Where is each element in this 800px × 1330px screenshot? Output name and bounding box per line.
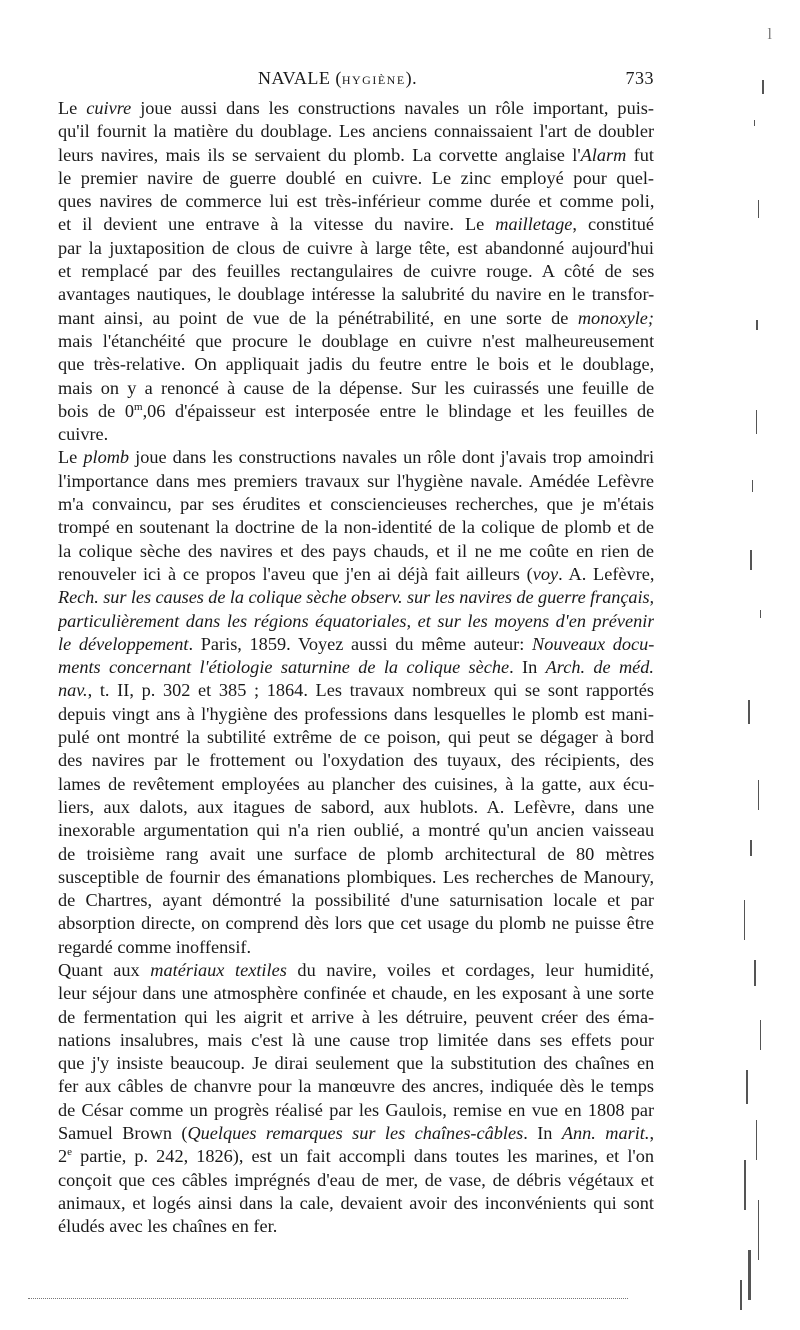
scan-mark bbox=[750, 550, 752, 570]
scan-margin-marks bbox=[740, 80, 780, 1310]
text-line bbox=[58, 353, 654, 376]
text-run: la colique sèche des navires et des pays chauds, et il ne me coûte en rien de bbox=[58, 540, 654, 561]
text-run: trompé en soutenant la doctrine de la non-identité de la colique de plomb et de bbox=[58, 517, 654, 538]
italic-run: Rech. sur les causes de la colique sèche observ. sur les navires de guerre français, bbox=[58, 587, 654, 608]
text-run: du navire, voiles et cordages, leur humidité, bbox=[286, 959, 654, 980]
text-line bbox=[58, 563, 654, 586]
text-run: 2 bbox=[58, 1146, 68, 1167]
text-line bbox=[58, 423, 654, 446]
text-line bbox=[58, 679, 654, 702]
text-run: le premier navire de guerre doublé en cuivre. Le zinc employé pour quel- bbox=[58, 167, 654, 188]
text-run: liers, aux dalots, aux itagues de sabord, aux hublots. A. Lefèvre, dans une bbox=[58, 796, 654, 817]
text-run: Samuel Brown ( bbox=[58, 1123, 188, 1144]
text-run: Le bbox=[58, 447, 84, 468]
scan-mark bbox=[752, 480, 753, 492]
text-line bbox=[58, 237, 654, 260]
text-run: mais on y a renoncé à cause de la dépense. Sur les cuirassés une feuille de bbox=[58, 377, 654, 398]
text-line bbox=[58, 959, 654, 982]
title-smallcaps: HYGIÈNE bbox=[341, 73, 406, 87]
italic-run: le développement bbox=[58, 633, 189, 654]
text-run: joue aussi dans les constructions navales un rôle important, puis- bbox=[131, 98, 654, 118]
scan-mark bbox=[744, 1160, 746, 1210]
superscript: e bbox=[67, 1146, 73, 1159]
text-run: inexorable argumentation qui n'a rien oublié, a montré qu'un ancien vaisseau bbox=[58, 820, 654, 841]
text-run: que j'y insiste beaucoup. Je dirai seulement que la substitution des chaînes en bbox=[58, 1053, 654, 1074]
title-end: ). bbox=[405, 68, 418, 88]
paragraph bbox=[58, 446, 654, 959]
text-line bbox=[58, 586, 654, 609]
text-run: Quant aux bbox=[58, 959, 151, 980]
text-run: ques navires de commerce lui est très-inférieur comme durée et comme poli, bbox=[58, 191, 654, 212]
text-line bbox=[58, 97, 654, 120]
text-run: nations insalubres, mais c'est là une cause trop limitée dans ses effets pour bbox=[58, 1029, 654, 1050]
text-line bbox=[58, 866, 654, 889]
text-run: regardé comme inoffensif. bbox=[58, 936, 252, 957]
text-line bbox=[58, 1192, 654, 1215]
text-run: de Chartres, ayant démontré la possibilité d'une saturnisation locale et par bbox=[58, 890, 654, 911]
text-line bbox=[58, 936, 654, 959]
text-line bbox=[58, 120, 654, 143]
text-line bbox=[58, 377, 654, 400]
superscript: m bbox=[134, 400, 143, 413]
scan-mark bbox=[748, 700, 750, 724]
italic-run: matériaux textiles bbox=[150, 959, 287, 980]
scan-footer-dots bbox=[28, 1298, 628, 1301]
scan-mark bbox=[762, 80, 764, 94]
italic-run: ments concernant l'étiologie saturnine de la colique sèche bbox=[58, 657, 510, 678]
text-run: . In bbox=[523, 1123, 562, 1144]
title-main: NAVALE ( bbox=[258, 68, 342, 88]
text-line bbox=[58, 1122, 654, 1145]
text-line bbox=[58, 1029, 654, 1052]
text-line bbox=[58, 610, 654, 633]
text-run: . Paris, 1859. Voyez aussi du même auteur: bbox=[188, 633, 532, 654]
text-run: de troisième rang avait une surface de plomb architectural de 80 mètres bbox=[58, 843, 654, 864]
paragraph bbox=[58, 959, 654, 1239]
italic-run: voy bbox=[532, 563, 559, 584]
text-line bbox=[58, 144, 654, 167]
text-run: , bbox=[649, 1123, 654, 1144]
text-run: absorption directe, on comprend dès lors que cet usage du plomb ne puisse être bbox=[58, 913, 654, 934]
text-line bbox=[58, 819, 654, 842]
running-header bbox=[58, 68, 654, 94]
text-run: m'a convaincu, par ses érudites et consciencieuses recherches, que je m'étais bbox=[58, 494, 654, 515]
text-line bbox=[58, 283, 654, 306]
text-line bbox=[58, 749, 654, 772]
scan-mark bbox=[750, 840, 752, 856]
scan-mark bbox=[748, 1250, 751, 1300]
text-line bbox=[58, 1215, 654, 1238]
text-run: de César comme un progrès réalisé par les Gaulois, remise en vue en 1808 par bbox=[58, 1099, 654, 1120]
text-run: de fermentation qui les aigrit et arrive à les détruire, peuvent créer des éma- bbox=[58, 1006, 654, 1027]
text-run: lames de revêtement employées au plancher des cuisines, à la gatte, aux écu- bbox=[58, 773, 654, 794]
scan-mark bbox=[754, 960, 756, 986]
text-line bbox=[58, 633, 654, 656]
text-run: mais l'étanchéité que procure le doublage en cuivre n'est malheureusement bbox=[58, 330, 654, 351]
text-run: mant ainsi, au point de vue de la pénétrabilité, en une sorte de bbox=[58, 307, 578, 328]
text-run: . A. Lefèvre, bbox=[558, 563, 654, 584]
running-title bbox=[258, 68, 417, 89]
text-line bbox=[58, 540, 654, 563]
text-line bbox=[58, 330, 654, 353]
italic-run: Ann. marit. bbox=[561, 1123, 650, 1144]
text-run: depuis vingt ans à l'hygiène des professions dans lesquelles le plomb est mani- bbox=[58, 703, 654, 724]
text-run: , constitué bbox=[572, 214, 654, 235]
text-line bbox=[58, 1006, 654, 1029]
scan-mark bbox=[754, 120, 755, 126]
text-run: partie, p. 242, 1826), est un fait accompli dans toutes les marines, et l'on bbox=[72, 1146, 654, 1167]
text-run: par la juxtaposition de clous de cuivre à large tête, est abandonné aujourd'hui bbox=[58, 237, 654, 258]
text-line bbox=[58, 1052, 654, 1075]
text-line bbox=[58, 773, 654, 796]
text-line bbox=[58, 1169, 654, 1192]
text-line bbox=[58, 726, 654, 749]
italic-run: plomb bbox=[83, 447, 130, 468]
page-body bbox=[58, 97, 654, 1239]
text-run: avantages nautiques, le doublage intéresse la salubrité du navire en le transfor- bbox=[58, 284, 654, 305]
text-run: pulé ont montré la subtilité extrême de ce poison, qui peut se dégager à bord bbox=[58, 727, 654, 748]
page-number: 733 bbox=[625, 68, 654, 88]
text-line bbox=[58, 516, 654, 539]
text-run: et il devient une entrave à la vitesse du navire. Le bbox=[58, 214, 496, 235]
text-line bbox=[58, 1099, 654, 1122]
corner-mark: l bbox=[767, 26, 772, 43]
text-line bbox=[58, 213, 654, 236]
italic-run: Nouveaux docu- bbox=[532, 633, 654, 654]
text-run: leur séjour dans une atmosphère confinée et chaude, en les exposant à une sorte bbox=[58, 983, 654, 1004]
text-run: fer aux câbles de chanvre pour la manœuvre des ancres, indiquée dès le temps bbox=[58, 1076, 654, 1097]
text-line bbox=[58, 656, 654, 679]
text-run: ,06 d'épaisseur est interposée entre le blindage et les feuilles de bbox=[142, 400, 654, 421]
text-line bbox=[58, 1075, 654, 1098]
text-run: , t. II, p. 302 et 385 ; 1864. Les travaux nombreux qui se sont rapportés bbox=[87, 680, 654, 701]
text-line bbox=[58, 912, 654, 935]
text-run: qu'il fournit la matière du doublage. Les anciens connaissaient l'art de doubler bbox=[58, 121, 654, 142]
scan-mark bbox=[756, 320, 758, 330]
italic-run: cuivre bbox=[86, 98, 132, 118]
text-line bbox=[58, 703, 654, 726]
text-line bbox=[58, 307, 654, 330]
text-run: cuivre. bbox=[58, 424, 109, 445]
text-line bbox=[58, 796, 654, 819]
text-line bbox=[58, 493, 654, 516]
text-run: que très-relative. On appliquait jadis du feutre entre le bois et le doublage, bbox=[58, 354, 654, 375]
text-line bbox=[58, 889, 654, 912]
text-line bbox=[58, 190, 654, 213]
text-run: . In bbox=[509, 657, 546, 678]
text-run: et remplacé par des feuilles rectangulaires de cuivre rouge. A côté de ses bbox=[58, 261, 654, 282]
italic-run: Arch. de méd. bbox=[545, 657, 654, 678]
scan-mark bbox=[740, 1280, 742, 1310]
text-line bbox=[58, 470, 654, 493]
text-run: bois de 0 bbox=[58, 400, 135, 421]
text-line bbox=[58, 1145, 654, 1168]
italic-run: nav. bbox=[58, 680, 88, 701]
text-run: animaux, et logés ainsi dans la cale, devaient avoir des inconvénients qui sont bbox=[58, 1192, 654, 1213]
italic-run: particulièrement dans les régions équatoriales, et sur les moyens d'en prévenir bbox=[58, 610, 654, 631]
scan-mark bbox=[760, 610, 761, 618]
paragraph bbox=[58, 97, 654, 446]
text-line bbox=[58, 400, 654, 423]
scan-mark bbox=[756, 1120, 757, 1160]
scan-mark bbox=[758, 1200, 759, 1260]
text-run: Le bbox=[58, 98, 87, 118]
text-run: des navires par le frottement ou l'oxydation des tuyaux, des récipients, des bbox=[58, 750, 654, 771]
text-run: joue dans les constructions navales un rôle dont j'avais trop amoindri bbox=[129, 447, 654, 468]
scan-mark bbox=[760, 1020, 761, 1050]
scan-mark bbox=[746, 1070, 748, 1104]
text-run: leurs navires, mais ils se servaient du plomb. La corvette anglaise l' bbox=[58, 144, 581, 165]
text-line bbox=[58, 260, 654, 283]
text-run: renouveler ici à ce propos l'aveu que j'en ai déjà fait ailleurs ( bbox=[58, 563, 533, 584]
scan-mark bbox=[756, 410, 757, 434]
italic-run: mailletage bbox=[495, 214, 573, 235]
text-run: fut bbox=[626, 144, 654, 165]
text-line bbox=[58, 167, 654, 190]
scan-mark bbox=[758, 200, 759, 218]
text-line bbox=[58, 982, 654, 1005]
italic-run: Alarm bbox=[580, 144, 627, 165]
text-run: éludés avec les chaînes en fer. bbox=[58, 1216, 278, 1237]
scan-mark bbox=[744, 900, 745, 940]
text-line bbox=[58, 843, 654, 866]
text-run: l'importance dans mes premiers travaux sur l'hygiène navale. Amédée Lefèvre bbox=[58, 470, 654, 491]
text-line bbox=[58, 446, 654, 469]
italic-run: Quelques remarques sur les chaînes-câbles bbox=[187, 1123, 524, 1144]
scan-mark bbox=[758, 780, 759, 810]
text-run: conçoit que ces câbles imprégnés d'eau de mer, de vase, de débris végétaux et bbox=[58, 1169, 654, 1190]
text-run: susceptible de fournir des émanations plombiques. Les recherches de Manoury, bbox=[58, 866, 654, 887]
italic-run: monoxyle; bbox=[577, 307, 654, 328]
